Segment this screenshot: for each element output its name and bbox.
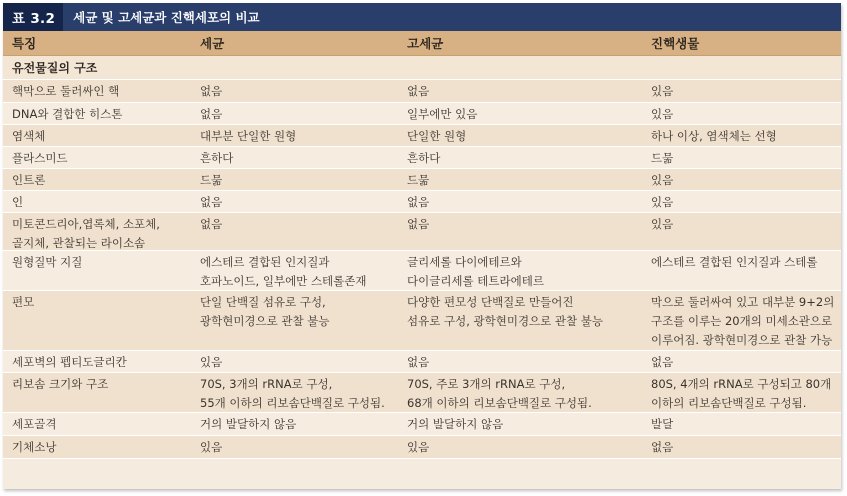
cell-bacteria: 있음 (200, 440, 223, 454)
cell-eukaryote: 에스테르 결합된 인지질과 스테롤 (651, 255, 818, 269)
table-row (3, 125, 841, 147)
cell-bacteria: 흔하다 (200, 151, 234, 165)
table-header (3, 31, 841, 56)
cell-bacteria: 없음 (200, 84, 223, 98)
cell-bacteria: 70S, 3개의 rRNA로 구성, 55개 이하의 리보솜단백질로 구성됨. (200, 377, 385, 410)
cell-feature: 리보솜 크기와 구조 (12, 377, 109, 391)
cell-eukaryote: 막으로 둘러싸여 있고 대부분 9+2의 구조를 이루는 20개의 미세소관으로 이루어짐. 광학현미경으로 관찰 가능 (651, 295, 835, 347)
table-row (3, 191, 841, 213)
table-title: 세균 및 고세균과 진핵세포의 비교 (73, 10, 260, 25)
cell-feature: 핵막으로 둘러싸인 핵 (12, 84, 120, 98)
cell-archaea: 단일한 원형 (407, 129, 467, 143)
table-row (3, 103, 841, 125)
cell-eukaryote: 있음 (651, 173, 674, 187)
cell-archaea: 드묾 (407, 173, 430, 187)
table-body (3, 80, 841, 459)
cell-feature: 편모 (12, 295, 35, 309)
cell-bacteria: 없음 (200, 217, 223, 231)
cell-feature: 미토콘드리아,엽록체, 소포체, 골지체, 관찰되는 라이소솜 (12, 217, 160, 250)
cell-bacteria: 없음 (200, 107, 223, 121)
cell-archaea: 글리세롤 다이에테르와 다이글리세롤 테트라에테르 (407, 255, 544, 288)
table-row (3, 251, 841, 291)
header-feature: 특징 (12, 36, 37, 51)
cell-eukaryote: 있음 (651, 107, 674, 121)
section-heading: 유전물질의 구조 (3, 56, 841, 80)
cell-eukaryote: 있음 (651, 195, 674, 209)
cell-feature: 인트론 (12, 173, 46, 187)
cell-bacteria: 있음 (200, 355, 223, 369)
cell-eukaryote: 발달 (651, 417, 674, 431)
cell-feature: 염색체 (12, 129, 46, 143)
cell-archaea: 거의 발달하지 않음 (407, 417, 504, 431)
table-number: 표 3.2 (3, 3, 63, 31)
cell-eukaryote: 없음 (651, 440, 674, 454)
cell-bacteria: 드묾 (200, 173, 223, 187)
cell-eukaryote: 하나 이상, 염색체는 선형 (651, 129, 777, 143)
cell-feature: 기체소낭 (12, 440, 57, 454)
header-archaea: 고세균 (407, 36, 444, 51)
cell-archaea: 없음 (407, 84, 430, 98)
cell-archaea: 없음 (407, 217, 430, 231)
cell-feature: DNA와 결합한 히스톤 (12, 107, 123, 121)
table-row (3, 147, 841, 169)
table-title-bar (3, 3, 841, 31)
cell-archaea: 일부에만 있음 (407, 107, 478, 121)
cell-eukaryote: 드묾 (651, 151, 674, 165)
cell-archaea: 없음 (407, 195, 430, 209)
table-row (3, 213, 841, 251)
table-row (3, 413, 841, 436)
cell-archaea: 70S, 주로 3개의 rRNA로 구성, 68개 이하의 리보솜단백질로 구성됨. (407, 377, 592, 410)
cell-feature: 플라스미드 (12, 151, 68, 165)
cell-eukaryote: 80S, 4개의 rRNA로 구성되고 80개 이하의 리보솜단백질로 구성됨. (651, 377, 832, 410)
cell-feature: 원형질막 지질 (12, 255, 83, 269)
cell-bacteria: 없음 (200, 195, 223, 209)
header-eukaryote: 진핵생물 (651, 36, 700, 51)
cell-archaea: 있음 (407, 440, 430, 454)
cell-archaea: 흔하다 (407, 151, 441, 165)
cell-feature: 세포벽의 펩티도글리칸 (12, 355, 127, 369)
table-row (3, 291, 841, 351)
cell-bacteria: 에스테르 결합된 인지질과 호파노이드, 일부에만 스테롤존재 (200, 255, 367, 288)
header-bacteria: 세균 (200, 36, 225, 51)
table-row (3, 373, 841, 413)
cell-archaea: 없음 (407, 355, 430, 369)
cell-eukaryote: 없음 (651, 355, 674, 369)
table-row (3, 436, 841, 459)
table-row (3, 80, 841, 103)
cell-bacteria: 대부분 단일한 원형 (200, 129, 297, 143)
cell-feature: 세포골격 (12, 417, 57, 431)
cell-eukaryote: 있음 (651, 84, 674, 98)
cell-eukaryote: 있음 (651, 217, 674, 231)
table-row (3, 351, 841, 373)
cell-archaea: 다양한 편모성 단백질로 만들어진 섬유로 구성, 광학현미경으로 관찰 불능 (407, 295, 604, 328)
cell-feature: 인 (12, 195, 24, 209)
comparison-table (3, 3, 841, 489)
table-row (3, 169, 841, 191)
cell-bacteria: 단일 단백질 섬유로 구성, 광학현미경으로 관찰 불능 (200, 295, 330, 328)
cell-bacteria: 거의 발달하지 않음 (200, 417, 297, 431)
